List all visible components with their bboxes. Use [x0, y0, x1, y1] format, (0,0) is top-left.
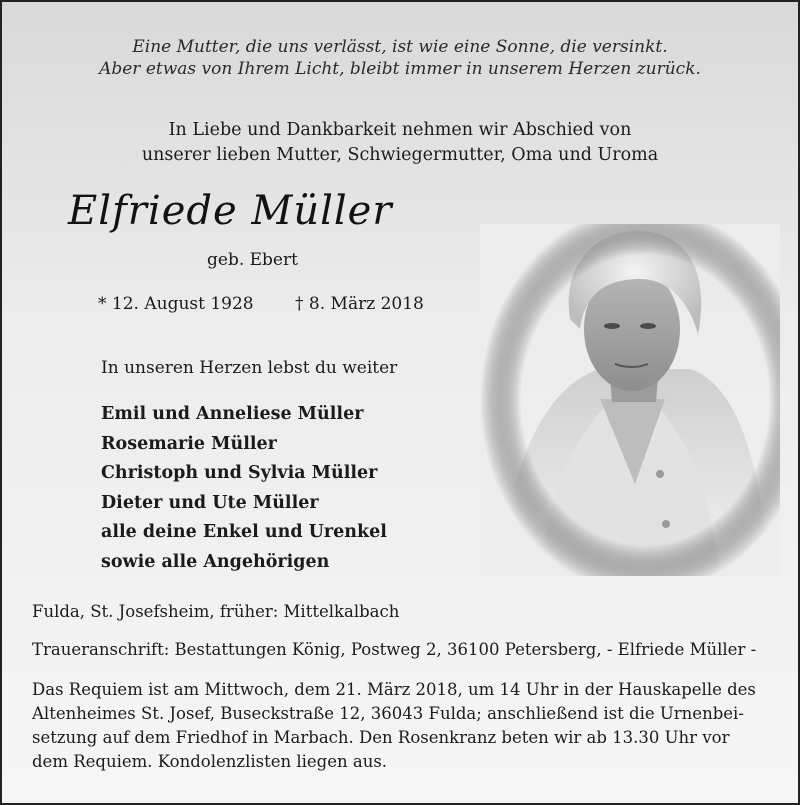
- death-date: † 8. März 2018: [295, 294, 424, 314]
- requiem-line: dem Requiem. Kondolenzlisten liegen aus.: [32, 752, 388, 771]
- family-member: alle deine Enkel und Urenkel: [101, 522, 387, 542]
- requiem-line: Altenheimes St. Josef, Buseckstraße 12, 36043 Fulda; anschließend ist die Urnenbei-: [32, 704, 744, 723]
- intro-text: [2, 118, 798, 168]
- place-line: Fulda, St. Josefsheim, früher: Mittelkalbach: [32, 602, 400, 621]
- family-member: Dieter und Ute Müller: [101, 492, 319, 513]
- requiem-line: setzung auf dem Friedhof in Marbach. Den Rosenkranz beten wir ab 13.30 Uhr vor: [32, 728, 730, 747]
- motto: [2, 36, 798, 80]
- family-member: Christoph und Sylvia Müller: [101, 463, 378, 483]
- family-member: Emil und Anneliese Müller: [101, 404, 364, 424]
- requiem-line: Das Requiem ist am Mittwoch, dem 21. März 2018, um 14 Uhr in der Hauskapelle des: [32, 680, 756, 699]
- birth-date: * 12. August 1928: [98, 294, 254, 314]
- mourning-address: Traueranschrift: Bestattungen König, Postweg 2, 36100 Petersberg, - Elfriede Müller -: [32, 640, 757, 659]
- portrait-photo: [480, 224, 780, 576]
- intro-line: unserer lieben Mutter, Schwiegermutter, Oma und Uroma: [141, 145, 659, 165]
- motto-line: Eine Mutter, die uns verlässt, ist wie eine Sonne, die versinkt.: [132, 37, 668, 57]
- deceased-name: Elfriede Müller: [68, 188, 393, 234]
- farewell-line: In unseren Herzen lebst du weiter: [101, 358, 398, 378]
- family-member: sowie alle Angehörigen: [101, 551, 330, 572]
- family-list: [101, 400, 387, 577]
- born-name: geb. Ebert: [207, 250, 298, 270]
- intro-line: In Liebe und Dankbarkeit nehmen wir Abschied von: [168, 120, 632, 140]
- motto-line: Aber etwas von Ihrem Licht, bleibt immer in unserem Herzen zurück.: [99, 59, 701, 79]
- requiem-text: [32, 678, 777, 774]
- life-dates: [98, 294, 424, 314]
- family-member: Rosemarie Müller: [101, 433, 277, 454]
